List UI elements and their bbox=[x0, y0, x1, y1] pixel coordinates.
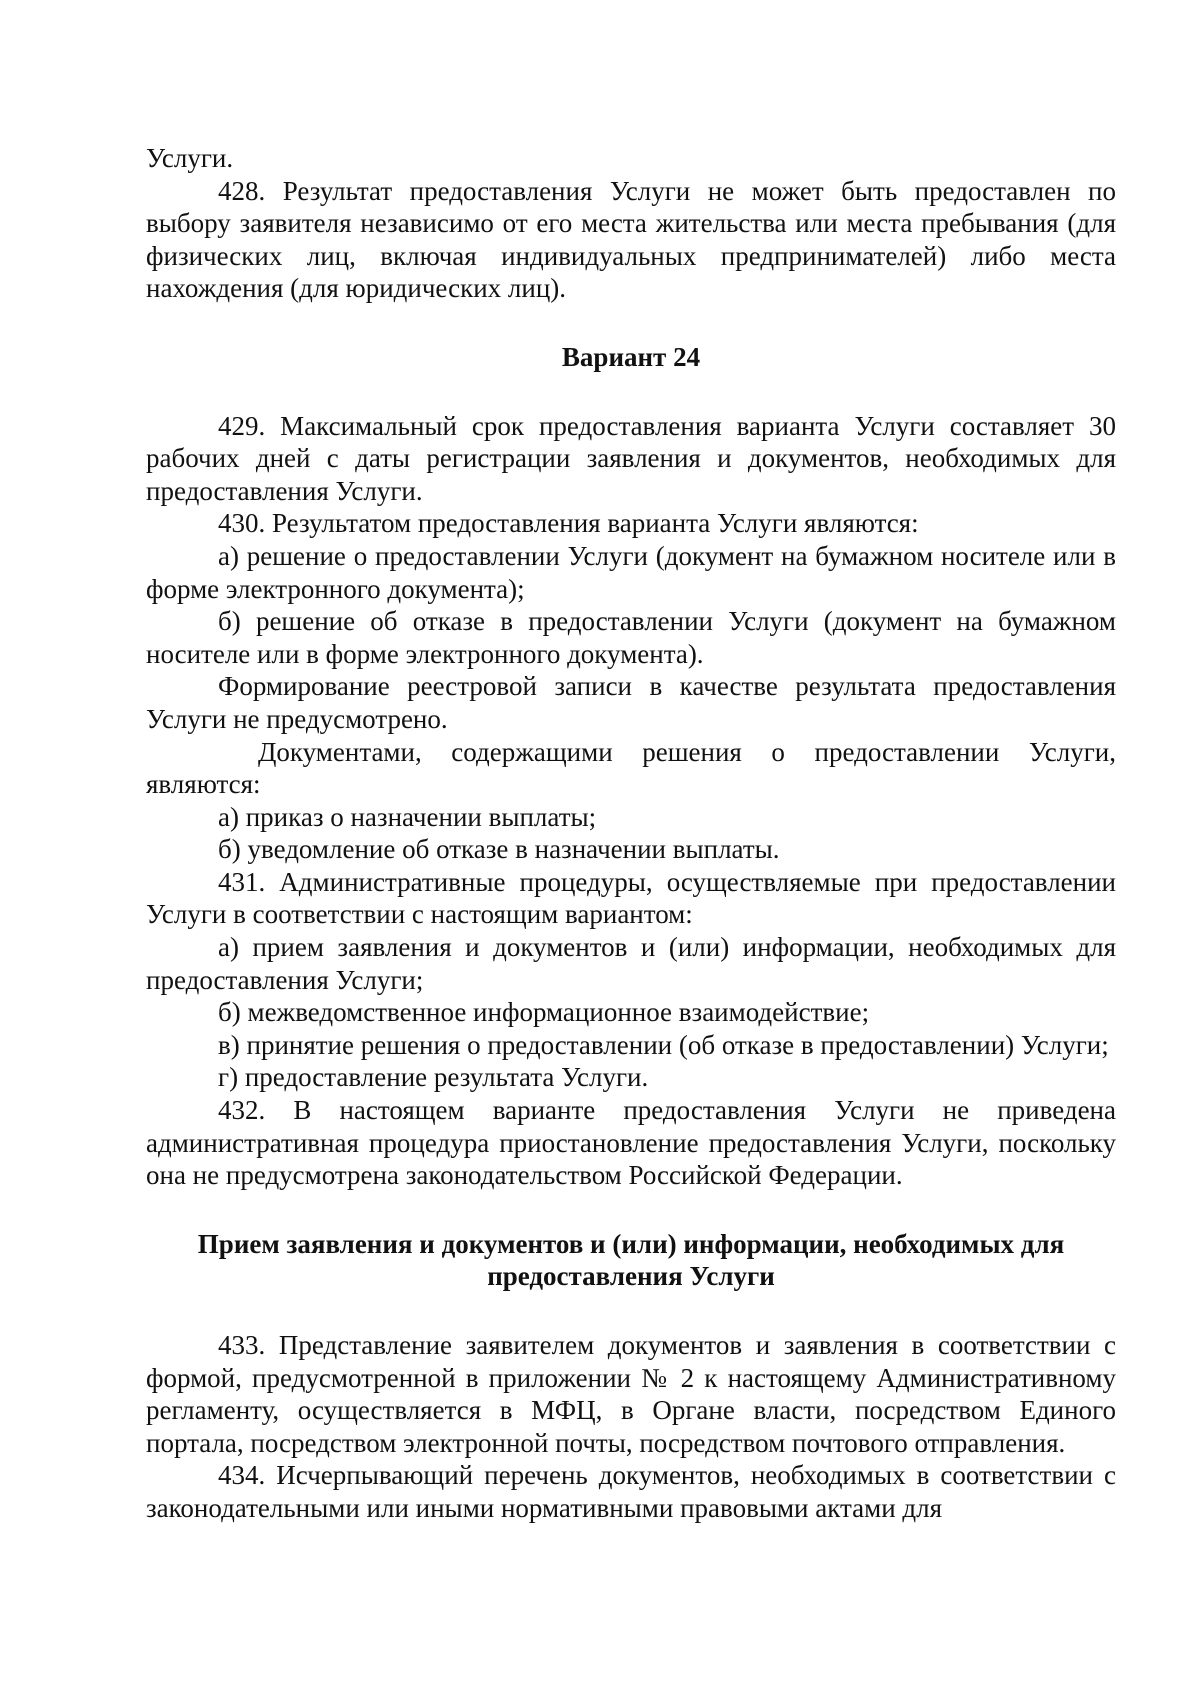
document-body bbox=[146, 142, 1116, 1525]
paragraph-431-v: в) принятие решения о предоставлении (об отказе в предоставлении) Услуги; bbox=[218, 1029, 1109, 1060]
paragraph-uslugi-continuation: Услуги. bbox=[146, 143, 234, 173]
paragraph-433: 433. Представление заявителем документов и заявления в соответствии с формой, предусмотренной в приложении № 2 к настоящему Административному регламенту, осуществляется в МФЦ, в Органе власти, посредством Единого портала, посредством электронной почты, посредством почтового отправления. bbox=[146, 1330, 1116, 1458]
paragraph-documents-b: б) уведомление об отказе в назначении выплаты. bbox=[218, 834, 780, 865]
paragraph-431: 431. Административные процедуры, осуществляемые при предоставлении Услуги в соответствии с настоящим вариантом: bbox=[146, 866, 1116, 930]
paragraph-decision-documents: Документами, содержащими решения о предоставлении Услуги, являются: bbox=[146, 736, 1116, 800]
heading-application-reception: Прием заявления и документов и (или) информации, необходимых для предоставления Услуги bbox=[197, 1228, 1065, 1292]
paragraph-430-a: а) решение о предоставлении Услуги (документ на бумажном носителе или в форме электронного документа); bbox=[146, 540, 1116, 604]
paragraph-documents-a: а) приказ о назначении выплаты; bbox=[218, 801, 597, 832]
paragraph-428: 428. Результат предоставления Услуги не может быть предоставлен по выбору заявителя независимо от его места жительства или места пребывания (для физических лиц, включая индивидуальных предпринимателей) либо места нахождения (для юридических лиц). bbox=[146, 175, 1116, 304]
paragraph-432: 432. В настоящем варианте предоставления Услуги не приведена административная процедура приостановление предоставления Услуги, поскольку она не предусмотрена законодательством Российской Федерации. bbox=[146, 1095, 1116, 1191]
paragraph-431-b: б) межведомственное информационное взаимодействие; bbox=[218, 997, 870, 1028]
paragraph-429: 429. Максимальный срок предоставления варианта Услуги составляет 30 рабочих дней с даты регистрации заявления и документов, необходимых для предоставления Услуги. bbox=[146, 410, 1116, 506]
heading-variant-24: Вариант 24 bbox=[561, 341, 701, 372]
paragraph-434: 434. Исчерпывающий перечень документов, необходимых в соответствии с законодательными или иными нормативными правовыми актами для bbox=[146, 1460, 1116, 1523]
paragraph-430-b: б) решение об отказе в предоставлении Услуги (документ на бумажном носителе или в форме электронного документа). bbox=[146, 606, 1116, 669]
paragraph-431-g: г) предоставление результата Услуги. bbox=[218, 1062, 649, 1093]
paragraph-430: 430. Результатом предоставления варианта Услуги являются: bbox=[218, 508, 919, 539]
paragraph-registry-record: Формирование реестровой записи в качестве результата предоставления Услуги не предусмотрено. bbox=[146, 671, 1116, 734]
paragraph-431-a: а) прием заявления и документов и (или) информации, необходимых для предоставления Услуги; bbox=[146, 932, 1116, 995]
